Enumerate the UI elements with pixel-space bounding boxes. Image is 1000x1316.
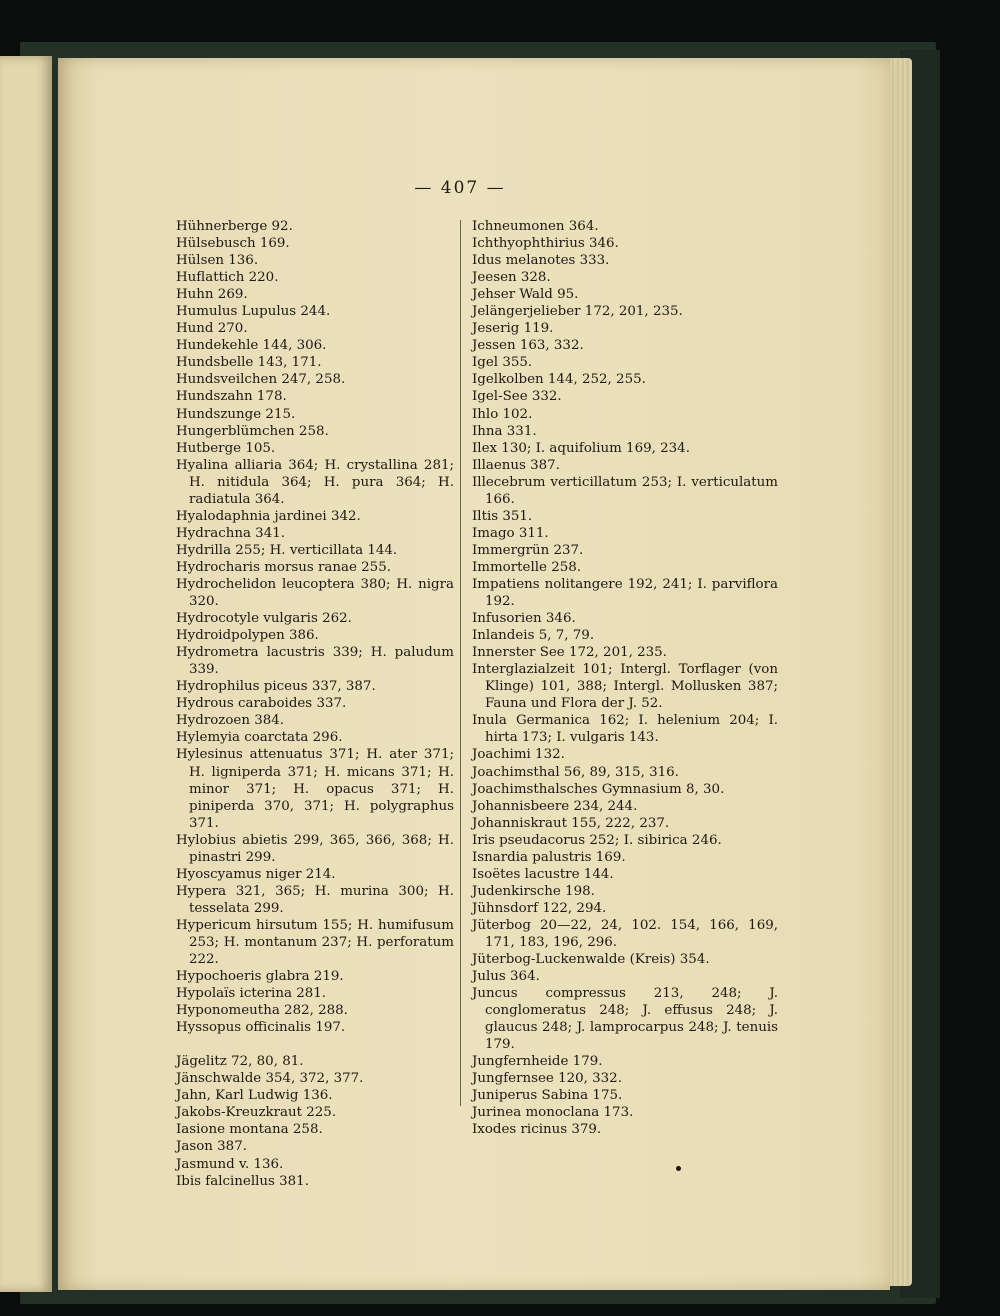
index-entry: Hülsebusch 169. xyxy=(176,236,290,252)
index-entry: Huhn 269. xyxy=(176,287,248,303)
index-entry: Hyponomeutha 282, 288. xyxy=(176,1003,348,1019)
index-entry: Hydrochelidon leucoptera 380; H. nigra 320. xyxy=(176,576,454,610)
page-number: — 407 — xyxy=(414,178,506,198)
index-entry: Joachimi 132. xyxy=(472,747,565,763)
index-entry: Johanniskraut 155, 222, 237. xyxy=(472,815,670,831)
index-entry: Juncus compressus 213, 248; J. conglomeratus 248; J. effusus 248; J. glaucus 248; J. lamprocarpus 248; J. tenuis 179. xyxy=(472,986,778,1053)
index-entry: Jasmund v. 136. xyxy=(176,1156,284,1172)
index-entry: Hydrophilus piceus 337, 387. xyxy=(176,679,376,695)
index-entry: Hyssopus officinalis 197. xyxy=(176,1020,346,1036)
index-entry: Jahn, Karl Ludwig 136. xyxy=(176,1088,333,1104)
index-entry: Johannisbeere 234, 244. xyxy=(472,798,638,814)
left-facing-page xyxy=(0,56,52,1292)
index-entry: Jessen 163, 332. xyxy=(472,338,584,354)
index-entry: Ihlo 102. xyxy=(472,406,533,422)
index-entry: Hundsbelle 143, 171. xyxy=(176,355,322,371)
index-entry: Impatiens nolitangere 192, 241; I. parviflora 192. xyxy=(472,576,778,610)
index-entry: Immortelle 258. xyxy=(472,559,582,575)
ink-speck xyxy=(676,1166,681,1171)
index-entry: Hypochoeris glabra 219. xyxy=(176,969,344,985)
index-entry: Idus melanotes 333. xyxy=(472,253,610,269)
index-entry: Jeserig 119. xyxy=(472,321,554,337)
index-entry: Hydrocharis morsus ranae 255. xyxy=(176,559,391,575)
index-entry: Jeesen 328. xyxy=(472,270,551,286)
index-column-left xyxy=(176,218,454,1190)
index-entry: Ixodes ricinus 379. xyxy=(472,1122,602,1138)
index-entry: Iasione montana 258. xyxy=(176,1122,323,1138)
index-entry: Immergrün 237. xyxy=(472,542,584,558)
index-entry: Hydrocotyle vulgaris 262. xyxy=(176,611,352,627)
index-entry: Imago 311. xyxy=(472,525,549,541)
index-entry: Hypericum hirsutum 155; H. humifusum 253; H. montanum 237; H. perforatum 222. xyxy=(176,917,454,968)
index-entry: Inlandeis 5, 7, 79. xyxy=(472,628,595,644)
index-entry: Jüterbog 20—22, 24, 102. 154, 166, 169, 171, 183, 196, 296. xyxy=(472,917,778,950)
index-entry: Hydrous caraboides 337. xyxy=(176,696,347,712)
index-entry: Iltis 351. xyxy=(472,508,533,524)
index-entry: Judenkirsche 198. xyxy=(472,883,595,899)
index-entry: Hundekehle 144, 306. xyxy=(176,338,327,354)
index-entry: Hydroidpolypen 386. xyxy=(176,628,319,644)
index-entry: Hydrilla 255; H. verticillata 144. xyxy=(176,542,398,558)
index-entry: Ichthyophthirius 346. xyxy=(472,236,619,252)
index-entry: Inula Germanica 162; I. helenium 204; I. hirta 173; I. vulgaris 143. xyxy=(472,713,778,746)
index-entry: Illecebrum verticillatum 253; I. verticulatum 166. xyxy=(472,474,778,507)
index-entry: Jänschwalde 354, 372, 377. xyxy=(176,1071,364,1087)
index-entry: Jühnsdorf 122, 294. xyxy=(472,900,607,916)
index-entry: Humulus Lupulus 244. xyxy=(176,304,331,320)
index-entry: Hydrometra lacustris 339; H. paludum 339. xyxy=(176,645,454,678)
section-gap xyxy=(176,1036,454,1053)
index-entry: Hylesinus attenuatus 371; H. ater 371; H. ligniperda 371; H. micans 371; H. minor 371; H. opacus 371; H. piniperda 370, 371; H. polygraphus 371. xyxy=(176,747,454,831)
index-entry: Jason 387. xyxy=(176,1139,247,1155)
index-entry: Jüterbog-Luckenwalde (Kreis) 354. xyxy=(472,952,710,968)
index-entry: Hylobius abietis 299, 365, 366, 368; H. pinastri 299. xyxy=(176,832,454,865)
index-entry: Iris pseudacorus 252; I. sibirica 246. xyxy=(472,832,722,848)
index-entry: Hundsveilchen 247, 258. xyxy=(176,372,346,388)
index-entry: Juniperus Sabina 175. xyxy=(472,1088,623,1104)
index-entry: Hundszahn 178. xyxy=(176,389,287,405)
index-entry: Ilex 130; I. aquifolium 169, 234. xyxy=(472,440,690,456)
index-entry: Hundszunge 215. xyxy=(176,406,296,422)
index-entry: Huflattich 220. xyxy=(176,270,279,286)
index-entry: Ichneumonen 364. xyxy=(472,219,599,234)
index-entry: Igelkolben 144, 252, 255. xyxy=(472,372,646,388)
index-entry: Jungfernheide 179. xyxy=(472,1054,603,1070)
index-entry: Ihna 331. xyxy=(472,423,537,439)
index-entry: Interglazialzeit 101; Intergl. Torflager (von Klinge) 101, 388; Intergl. Mollusken 387; Fauna und Flora der J. 52. xyxy=(472,662,778,712)
index-entry: Hyoscyamus niger 214. xyxy=(176,866,336,882)
index-entry: Jelängerjelieber 172, 201, 235. xyxy=(472,304,683,320)
index-entry: Jakobs-Kreuzkraut 225. xyxy=(176,1105,337,1121)
index-entry: Jungfernsee 120, 332. xyxy=(472,1071,622,1087)
index-entry: Hypera 321, 365; H. murina 300; H. tesselata 299. xyxy=(176,883,454,916)
index-column-right xyxy=(472,218,778,1139)
index-entry: Isnardia palustris 169. xyxy=(472,849,626,865)
index-entry: Joachimsthalsches Gymnasium 8, 30. xyxy=(472,781,725,797)
index-entry: Hund 270. xyxy=(176,321,248,337)
index-entry: Igel 355. xyxy=(472,355,533,371)
index-entry: Hülsen 136. xyxy=(176,253,259,269)
index-entry: Isoëtes lacustre 144. xyxy=(472,866,614,882)
index-entry: Hyalodaphnia jardinei 342. xyxy=(176,508,361,524)
index-entry: Julus 364. xyxy=(472,969,540,985)
index-entry: Hylemyia coarctata 296. xyxy=(176,730,343,746)
index-entry: Hypolaïs icterina 281. xyxy=(176,986,327,1002)
index-entry: Hydrachna 341. xyxy=(176,525,286,541)
index-entry: Jurinea monoclana 173. xyxy=(472,1105,634,1121)
index-entry: Hydrozoen 384. xyxy=(176,713,285,729)
index-entry: Ibis falcinellus 381. xyxy=(176,1173,309,1189)
index-entry: Igel-See 332. xyxy=(472,389,562,405)
index-entry: Jehser Wald 95. xyxy=(472,287,579,303)
index-entry: Joachimsthal 56, 89, 315, 316. xyxy=(472,764,679,780)
index-entry: Hyalina alliaria 364; H. crystallina 281; H. nitidula 364; H. pura 364; H. radiatula 364. xyxy=(176,457,454,507)
index-entry: Innerster See 172, 201, 235. xyxy=(472,645,667,661)
index-entry: Hungerblümchen 258. xyxy=(176,423,329,439)
column-divider xyxy=(460,220,461,1106)
index-entry: Illaenus 387. xyxy=(472,457,560,473)
index-entry: Hühnerberge 92. xyxy=(176,219,293,234)
index-entry: Infusorien 346. xyxy=(472,611,576,627)
index-entry: Hutberge 105. xyxy=(176,440,276,456)
index-entry: Jägelitz 72, 80, 81. xyxy=(176,1054,304,1070)
